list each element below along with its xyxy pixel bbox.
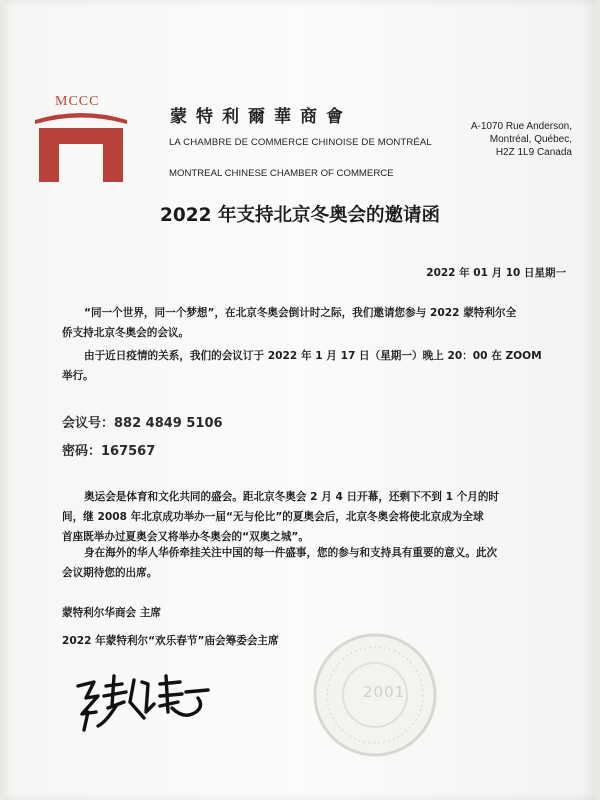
paragraph-line: 举行。 [62,370,94,382]
signoff-title: 蒙特利尔华商会 主席 [62,607,162,619]
letter-title: 2022 年支持北京冬奥会的邀请函 [160,205,440,226]
address-line: Montréal, Québec, [489,134,572,145]
paragraph-line: 首座既举办过夏奥会又将举办冬奥会的“双奥之城”。 [62,531,309,543]
address-line: A-1070 Rue Anderson, [470,121,572,132]
meeting-password: 密码：167567 [62,444,156,459]
paragraph-line: 会议期待您的出席。 [62,567,158,579]
logo-text: MCCC [55,94,100,109]
paragraph-line: “同一个世界，同一个梦想”，在北京冬奥会倒计时之际，我们邀请您参与 2022 蒙特利尔全 [84,307,517,319]
paragraph-line: 奥运会是体育和文化共同的盛会。距北京冬奥会 2 月 4 日开幕，还剩下不到 1 个月的时 [84,491,500,503]
paragraph-schedule [62,346,542,386]
handwritten-signature [68,672,218,742]
paragraph-line: 由于近日疫情的关系，我们的会议订于 2022 年 1 月 17 日（星期一）晚上 20：00 在 ZOOM [84,350,542,362]
signoff-subtitle: 2022 年蒙特利尔“欢乐春节”庙会筹委会主席 [62,635,279,647]
paragraph-olympics [62,487,542,547]
paragraph-line: 身在海外的华人华侨牵挂关注中国的每一件盛事，您的参与和支持具有重要的意义。此次 [84,547,498,559]
paragraph-line: 间，继 2008 年北京成功举办一届“无与伦比”的夏奥会后，北京冬奥会将使北京成为全球 [62,511,484,523]
address-line: H2Z 1L9 Canada [495,147,572,158]
address-block [471,120,572,159]
mccc-logo [33,110,129,184]
org-name-chinese: 蒙特利爾華商會 [170,107,352,127]
seal-year: 2001 [363,683,406,701]
meeting-id: 会议号：882 4849 5106 [62,416,223,431]
org-name-english: MONTREAL CHINESE CHAMBER OF COMMERCE [169,168,394,179]
paragraph-line: 侨支持北京冬奥会的会议。 [62,327,190,339]
paragraph-closing [62,543,542,583]
letter-date: 2022 年 01 月 10 日星期一 [426,267,566,279]
paragraph-invitation [62,303,542,343]
org-name-french: LA CHAMBRE DE COMMERCE CHINOISE DE MONTRÉAL [169,137,432,148]
